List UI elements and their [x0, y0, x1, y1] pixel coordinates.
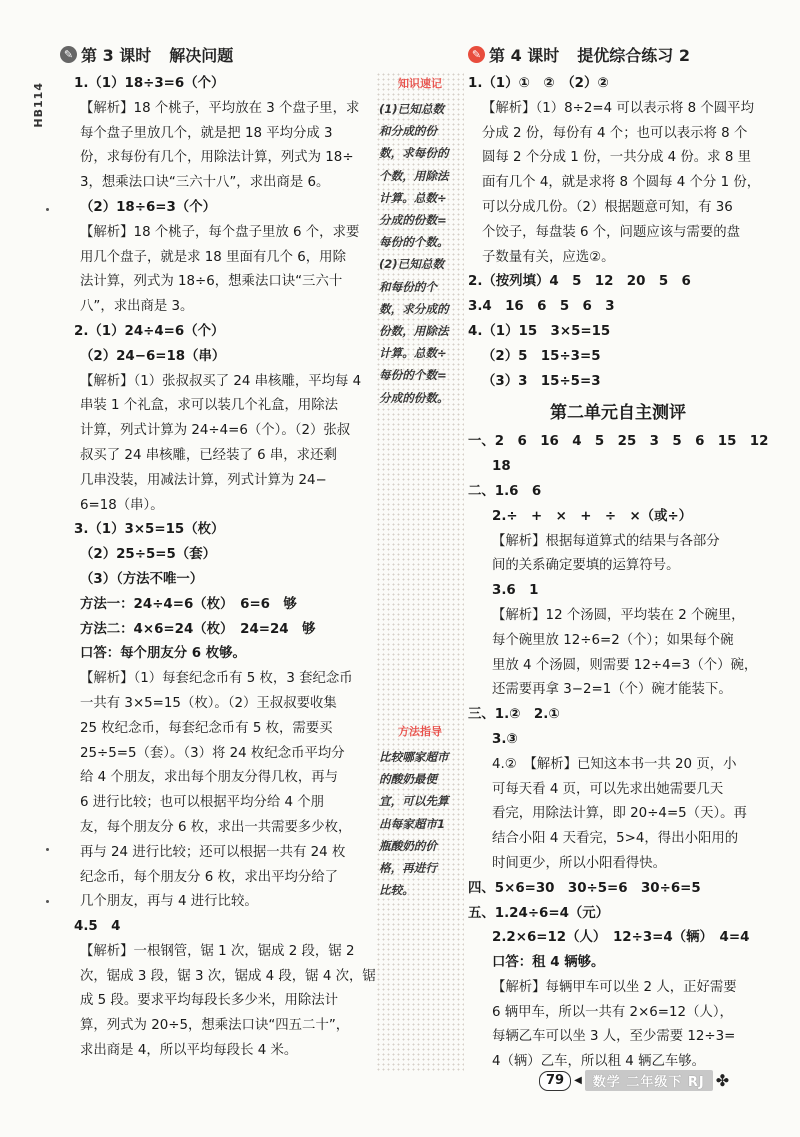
answer-line: 【解析】18 个桃子，平均放在 3 个盘子里，求	[80, 100, 360, 116]
answer-line: 25 枚纪念币，每套纪念币有 5 枚，需要买	[80, 720, 333, 736]
unit-test-title: 第二单元自主测评	[550, 403, 686, 424]
answer-line: 每辆乙车可以坐 3 人，至少需要 12÷3=	[492, 1029, 736, 1045]
answer-line: 6 进行比较；也可以根据平均分给 4 个朋	[80, 795, 325, 811]
answer-line: 3.（1）3×5=15（枚）	[74, 522, 225, 538]
answer-line: 五、1.24÷6=4（元）	[468, 905, 610, 921]
answer-line: 成 5 段。要求平均每段长多少米，用除法计	[80, 993, 339, 1009]
answer-line: 6 辆甲车，所以一共有 2×6=12（人），	[492, 1004, 733, 1020]
answer-line: 2.÷ + × + ÷ ×（或÷）	[492, 508, 693, 524]
answer-line: 【解析】18 个桃子，每个盘子里放 6 个，求要	[80, 224, 360, 240]
answer-line: 时间更少，所以小阳看得快。	[492, 855, 667, 871]
tip-line: 分成的份数=	[379, 213, 447, 228]
page-number: 79	[539, 1071, 571, 1091]
tip-line: 宜，可以先算	[379, 794, 449, 809]
answer-line: 方法二：4×6=24（枚） 24=24 够	[80, 621, 316, 637]
answer-line: （2）18÷6=3（个）	[80, 199, 216, 215]
grade-label: 二年级下 RJ	[626, 1075, 705, 1090]
page-footer	[539, 1070, 729, 1091]
answer-line: 4.（1）15 3×5=15	[468, 323, 611, 339]
tip-line: 计算。总数÷	[379, 346, 447, 361]
tip-line: 每份的个数=	[379, 368, 447, 383]
answer-line: 还需要再拿 3−2=1（个）碗才能装下。	[492, 682, 732, 698]
answer-line: 口答：租 4 辆够。	[492, 955, 605, 971]
tip-line: (2)已知总数	[379, 257, 445, 272]
answer-line: 【解析】一根钢管，锯 1 次，锯成 2 段，锯 2	[80, 943, 355, 959]
lesson-number: 第 3 课时	[81, 45, 152, 65]
answer-line: 看完，用除法计算，即 20÷4=5（天）。再	[492, 806, 747, 822]
right-answers-a	[468, 72, 768, 394]
answer-line: 四、5×6=30 30÷5=6 30÷6=5	[468, 880, 701, 896]
sidebar-tips	[376, 72, 464, 1072]
answer-line: 【解析】（1）张叔叔买了 24 串核雕，平均每 4	[80, 373, 362, 389]
lesson-title: 解决问题	[169, 45, 234, 65]
tip-method-body	[379, 746, 463, 901]
tip-line: 出每家超市1	[379, 816, 446, 831]
answer-line: 求出商是 4，所以平均每段长 4 米。	[80, 1043, 298, 1059]
tip-line: 比较。	[379, 883, 414, 898]
answer-line: 4.5 4	[74, 919, 121, 935]
answer-line: 4（辆）乙车，所以租 4 辆乙车够。	[492, 1054, 706, 1070]
answer-line: 分成 2 份，每份有 4 个；也可以表示将 8 个	[482, 125, 748, 141]
tip-line: 的酸奶最便	[379, 772, 437, 787]
answer-line: 结合小阳 4 天看完，5>4，得出小阳用的	[492, 831, 739, 847]
answer-line: 八”，求出商是 3。	[80, 299, 194, 315]
tip-line: 个数，用除法	[379, 168, 449, 183]
answer-line: 25÷5=5（套）。（3）将 24 枚纪念币平均分	[80, 745, 345, 761]
answer-line: 计算，列式计算为 24÷4=6（个）。（2）张叔	[80, 423, 351, 439]
answer-line: 几个朋友，再与 4 进行比较。	[80, 894, 258, 910]
tip-knowledge-body	[379, 98, 463, 409]
tip-line: 分成的份数。	[379, 390, 449, 405]
tip-line: 瓶酸奶的价	[379, 838, 437, 853]
tip-line: (1)已知总数	[379, 102, 445, 116]
side-code: HB114	[32, 82, 45, 128]
right-column	[468, 42, 768, 1075]
answer-line: 串装 1 个礼盒，求可以装几个礼盒，用除法	[80, 398, 339, 414]
answer-line: （3）（方法不唯一）	[80, 571, 204, 587]
answer-line: 2.2×6=12（人） 12÷3=4（辆） 4=4	[492, 930, 750, 946]
speck	[46, 208, 49, 211]
answer-line: 纪念币，每个朋友分 6 枚，求出平均分给了	[80, 869, 339, 885]
tip-line: 每份的个数。	[379, 235, 449, 250]
lesson-3-header	[60, 42, 375, 66]
answer-line: 再与 24 进行比较；还可以根据一共有 24 枚	[80, 844, 346, 860]
answer-line: 法计算，列式为 18÷6，想乘法口诀“三六十	[80, 274, 343, 290]
answer-line: （2）25÷5=5（套）	[80, 547, 216, 563]
lesson-badge-icon: ✎	[468, 46, 485, 63]
answer-line: 4.② 【解析】已知这本书一共 20 页，小	[492, 756, 737, 772]
answer-line: 【解析】（1）每套纪念币有 5 枚，3 套纪念币	[80, 671, 353, 687]
answer-line: 一共有 3×5=15（枚）。（2）王叔叔要收集	[80, 695, 337, 711]
answer-line: 面有几个 4，就是求将 8 个圆每 4 个分 1 份，	[482, 175, 761, 191]
answer-line: 二、1.6 6	[468, 483, 542, 499]
answer-line: 3.6 1	[492, 583, 539, 599]
answer-line: 1.（1）18÷3=6（个）	[74, 76, 225, 91]
answer-line: 【解析】根据每道算式的结果与各部分	[492, 533, 720, 549]
answer-line: 【解析】（1）8÷2=4 可以表示将 8 个圆平均	[482, 100, 754, 116]
lesson-4-header	[468, 42, 768, 66]
tip-line: 计算。总数÷	[379, 190, 447, 205]
tip-line: 数，求每份的	[379, 146, 449, 161]
answer-line: 算，列式为 20÷5，想乘法口诀“四五二十”，	[80, 1018, 350, 1034]
answer-line: 可以分成几份。（2）根据题意可知，有 36	[482, 199, 733, 215]
lesson-badge-icon: ✎	[60, 46, 77, 63]
answer-line: 3.③	[492, 731, 518, 747]
answer-line: 每个碗里放 12÷6=2（个）；如果每个碗	[492, 632, 734, 648]
answer-line: 2.（按列填）4 5 12 20 5 6	[468, 274, 691, 290]
answer-line: 给 4 个朋友，求出每个朋友分得几枚，再与	[80, 770, 339, 786]
right-answers-b	[468, 430, 768, 1075]
subject-label: 数学	[592, 1075, 621, 1090]
answer-line: 【解析】每辆甲车可以坐 2 人，正好需要	[492, 979, 737, 995]
answer-line: 子数量有关，应选②。	[482, 249, 615, 265]
answer-line: 每个盘子里放几个，就是把 18 平均分成 3	[80, 125, 333, 141]
tip-line: 份数，用除法	[379, 324, 449, 339]
lesson-title: 提优综合练习 2	[577, 45, 690, 65]
answer-line: 里放 4 个汤圆，则需要 12÷4=3（个）碗，	[492, 657, 758, 673]
answer-line: 一、2 6 16 4 5 25 3 5 6 15 12	[468, 434, 769, 450]
tip-line: 数，求分成的	[379, 301, 449, 316]
arrow-left-icon: ◀	[574, 1075, 582, 1086]
left-answers	[60, 72, 375, 1064]
answer-line: 可每天看 4 页，可以先求出她需要几天	[492, 781, 724, 797]
tip-method-title: 方法指导	[398, 725, 442, 738]
answer-line: 6=18（串）。	[80, 497, 164, 513]
answer-line: 圆每 2 个分成 1 份，一共分成 4 份。求 8 里	[482, 150, 751, 166]
answer-line: （2）5 15÷3=5	[482, 348, 601, 364]
answer-line: 用几个盘子，就是求 18 里面有几个 6，用除	[80, 249, 346, 265]
answer-line: 3，想乘法口诀“三六十八”，求出商是 6。	[80, 175, 330, 191]
tip-line: 比较哪家超市	[379, 750, 449, 764]
tip-line: 和分成的份	[379, 124, 437, 139]
answer-line: 1.（1）① ② （2）②	[468, 76, 609, 91]
answer-line: 三、1.② 2.①	[468, 707, 560, 723]
speck	[46, 900, 49, 903]
answer-line: （3）3 15÷5=3	[482, 373, 601, 389]
answer-line: 【解析】12 个汤圆，平均装在 2 个碗里，	[492, 607, 745, 623]
answer-line: 18	[492, 459, 511, 475]
answer-line: （2）24−6=18（串）	[80, 348, 226, 364]
answer-line: 2.（1）24÷4=6（个）	[74, 323, 225, 339]
answer-line: 间的关系确定要填的运算符号。	[492, 558, 680, 574]
answer-line: 叔买了 24 串核雕，已经装了 6 串，求还剩	[80, 447, 337, 463]
maple-leaf-icon: ✤	[715, 1071, 730, 1090]
speck	[46, 848, 49, 851]
answer-line: 方法一：24÷4=6（枚） 6=6 够	[80, 596, 297, 612]
answer-line: 几串没装，用减法计算，列式计算为 24−	[80, 472, 327, 488]
answer-line: 次，锯成 3 段，锯 3 次，锯成 4 段，锯 4 次，锯	[80, 968, 376, 984]
answer-line: 3.4 16 6 5 6 3	[468, 299, 615, 315]
tip-line: 和每份的个	[379, 279, 437, 294]
lesson-number: 第 4 课时	[489, 45, 560, 65]
answer-line: 份，求每份有几个，用除法计算，列式为 18÷	[80, 150, 354, 166]
tip-knowledge-title: 知识速记	[398, 77, 442, 90]
tip-line: 格，再进行	[379, 861, 437, 876]
answer-line: 个饺子，每盘装 6 个，问题应该与需要的盘	[482, 224, 741, 240]
answer-line: 口答：每个朋友分 6 枚够。	[80, 646, 246, 662]
answer-line: 友，每个朋友分 6 枚，求出一共需要多少枚，	[80, 819, 352, 835]
left-column	[60, 42, 375, 1064]
subject-tag	[585, 1070, 713, 1091]
